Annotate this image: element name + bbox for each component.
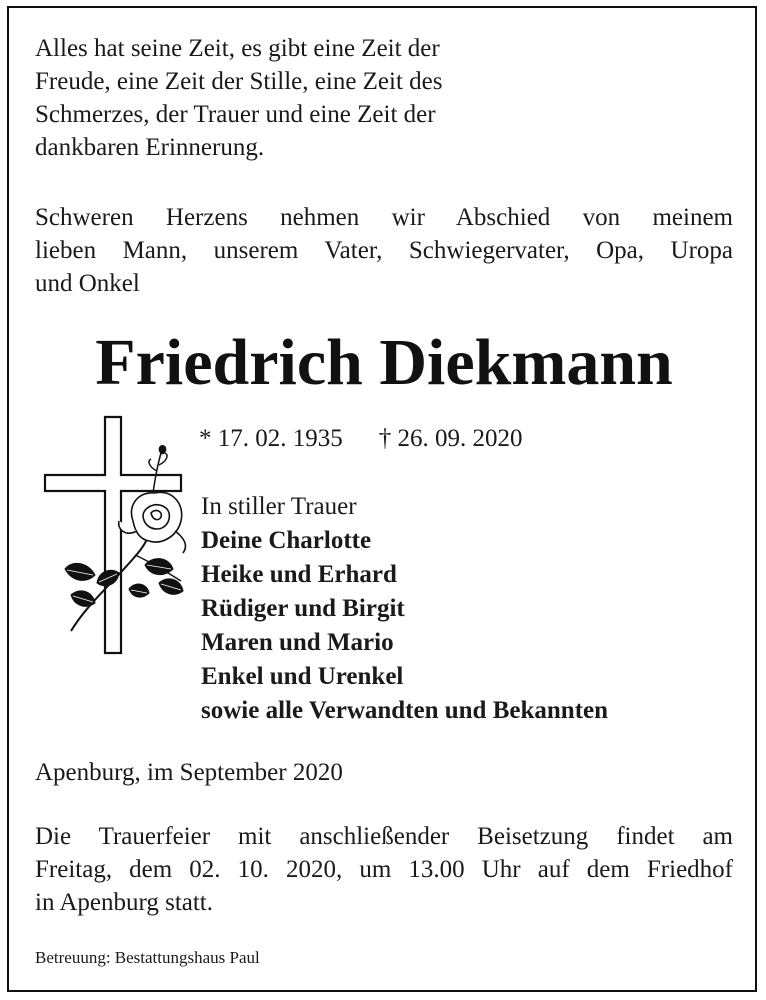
mourner-name: Deine Charlotte: [201, 527, 372, 554]
cross-with-rose-icon: [43, 413, 193, 658]
mourners-list: [201, 490, 608, 728]
deceased-name: Friedrich Diekmann: [95, 326, 673, 399]
poem-line: dankbaren Erinnerung.: [35, 134, 265, 161]
obituary-notice: [7, 6, 757, 992]
intro-line: und Onkel: [35, 270, 140, 297]
farewell-intro: [35, 201, 733, 300]
mourner-name: sowie alle Verwandten und Bekannten: [201, 697, 609, 724]
poem-line: Alles hat seine Zeit, es gibt eine Zeit der: [35, 35, 440, 62]
intro-line: Schweren Herzens nehmen wir Abschied von meinem: [35, 204, 733, 231]
poem-line: Schmerzes, der Trauer und eine Zeit der: [35, 101, 436, 128]
poem: [35, 32, 735, 164]
service-line: in Apenburg statt.: [35, 889, 214, 916]
mourner-name: Enkel und Urenkel: [201, 663, 404, 690]
funeral-service-info: [35, 820, 733, 919]
service-line: Freitag, dem 02. 10. 2020, um 13.00 Uhr auf dem Friedhof: [35, 856, 733, 883]
mourner-name: Heike und Erhard: [201, 561, 397, 588]
intro-line: lieben Mann, unserem Vater, Schwiegervater, Opa, Uropa: [35, 237, 733, 264]
death-date: † 26. 09. 2020: [378, 425, 523, 452]
mourners-intro: In stiller Trauer: [201, 493, 357, 520]
mourner-name: Maren und Mario: [201, 629, 394, 656]
funeral-home-credit: Betreuung: Bestattungshaus Paul: [35, 948, 260, 967]
poem-line: Freude, eine Zeit der Stille, eine Zeit des: [35, 68, 443, 95]
service-line: Die Trauerfeier mit anschließender Beisetzung findet am: [35, 823, 733, 850]
place-date: Apenburg, im September 2020: [35, 759, 343, 786]
mourner-name: Rüdiger und Birgit: [201, 595, 405, 622]
life-dates: [199, 422, 523, 455]
birth-date: * 17. 02. 1935: [199, 425, 343, 452]
